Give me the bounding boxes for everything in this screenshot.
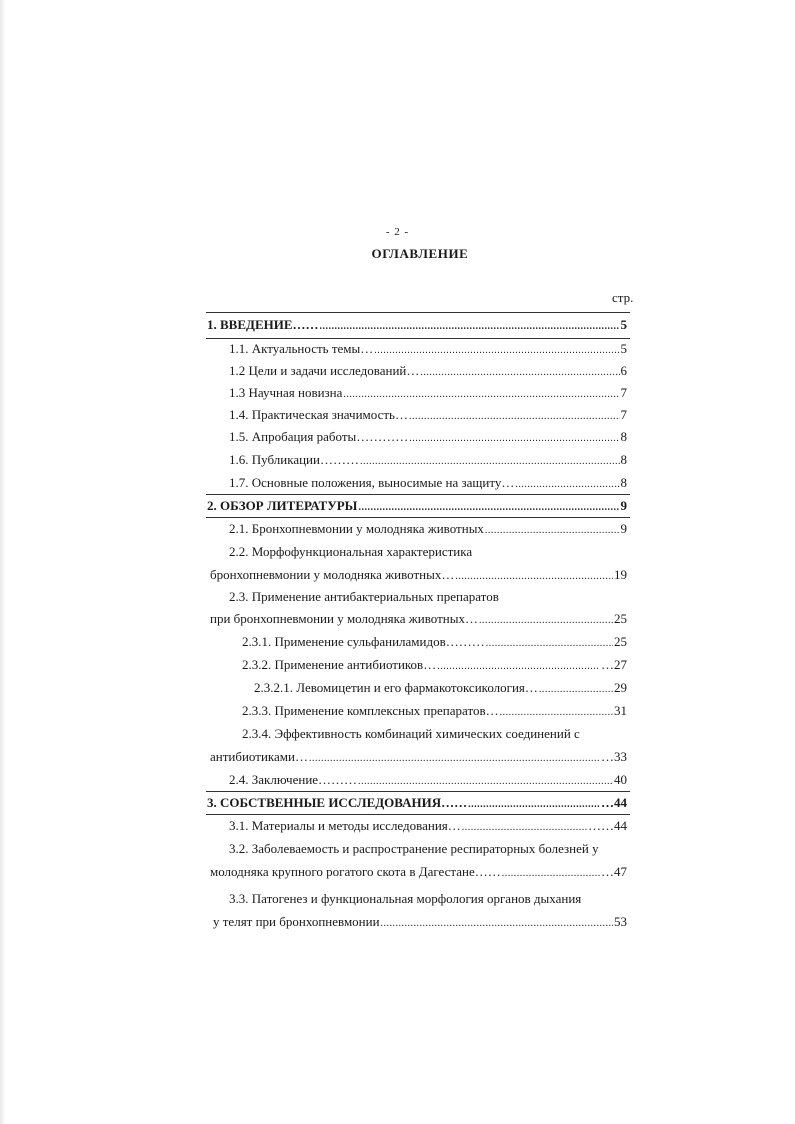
toc-entry-page: 8 xyxy=(620,429,627,444)
toc-entry[interactable] xyxy=(0,913,795,931)
toc-leader-dots xyxy=(358,499,619,517)
toc-entry-page: 8 xyxy=(620,475,627,490)
toc-entry[interactable] xyxy=(0,748,795,766)
toc-entry-label: бронхопневмонии у молодняка животных… xyxy=(210,567,455,582)
toc-entry-label: молодняка крупного рогатого скота в Дагестане…… xyxy=(210,864,501,879)
toc-entry[interactable] xyxy=(0,428,795,446)
toc-entry-label: 2.3. Применение антибактериальных препаратов xyxy=(229,589,499,604)
toc-leader-dots xyxy=(455,568,613,586)
toc-entry-label: 3.2. Заболеваемость и распространение респираторных болезней у xyxy=(229,841,599,856)
toc-leader-dots xyxy=(539,681,613,699)
toc-entry[interactable] xyxy=(0,520,795,538)
toc-entry-label: 3. СОБСТВЕННЫЕ ИССЛЕДОВАНИЯ…… xyxy=(207,795,468,810)
toc-entry-page: …27 xyxy=(601,657,627,672)
toc-entry[interactable] xyxy=(0,406,795,424)
toc-leader-dots xyxy=(486,635,613,653)
toc-entry[interactable] xyxy=(0,497,795,515)
toc-entry-label: у телят при бронхопневмонии xyxy=(213,914,380,929)
toc-entry-page: 8 xyxy=(620,452,627,467)
toc-leader-dots xyxy=(485,522,620,540)
toc-entry-label: 1.4. Практическая значимость… xyxy=(229,407,408,422)
toc-leader-dots xyxy=(309,750,600,768)
toc-entry-page: …44 xyxy=(601,795,627,810)
toc-leader-dots xyxy=(420,364,619,382)
toc-leader-dots xyxy=(437,658,600,676)
toc-entry[interactable] xyxy=(0,702,795,720)
page-column-label: стр. xyxy=(612,290,634,305)
toc-entry-label: 2.4. Заключение……… xyxy=(229,772,358,787)
toc-entry-page: 31 xyxy=(614,703,627,718)
toc-entry-page: 53 xyxy=(614,914,627,929)
toc-entry[interactable] xyxy=(0,817,795,835)
toc-entry-label: 1.7. Основные положения, выносимые на защиту… xyxy=(229,475,515,490)
toc-leader-dots xyxy=(320,318,620,336)
toc-entry-page: 9 xyxy=(620,498,627,513)
toc-entry[interactable] xyxy=(0,474,795,492)
toc-leader-dots xyxy=(358,773,613,791)
toc-entry-page: 5 xyxy=(620,341,627,356)
toc-entry-label: антибиотиками… xyxy=(210,749,308,764)
toc-entry-page: ……44 xyxy=(588,818,627,833)
toc-entry[interactable] xyxy=(0,316,795,334)
toc-entry-label: 3.1. Материалы и методы исследования… xyxy=(229,818,461,833)
toc-entry-page: 25 xyxy=(614,611,627,626)
toc-entry[interactable] xyxy=(0,362,795,380)
toc-entry-heading-line xyxy=(0,588,795,606)
toc-entry[interactable] xyxy=(0,679,795,697)
toc-entry-label: 2.3.2. Применение антибиотиков… xyxy=(242,657,437,672)
toc-leader-dots xyxy=(479,612,613,630)
toc-entry-label: 2.3.2.1. Левомицетин и его фармакотоксикология… xyxy=(254,680,538,695)
toc-title: ОГЛАВЛЕНИЕ xyxy=(371,246,469,261)
toc-entry-label: 1. ВВЕДЕНИЕ…… xyxy=(207,317,319,332)
toc-entry-page: 7 xyxy=(620,385,627,400)
toc-entry-page: 25 xyxy=(614,634,627,649)
toc-entry[interactable] xyxy=(0,863,795,881)
toc-entry-label: 1.6. Публикации……… xyxy=(229,452,359,467)
toc-entry-page: …33 xyxy=(601,749,627,764)
toc-entry-page: 29 xyxy=(614,680,627,695)
toc-entry[interactable] xyxy=(0,656,795,674)
toc-entry[interactable] xyxy=(0,340,795,358)
toc-leader-dots xyxy=(462,819,587,837)
toc-entry-page: 19 xyxy=(614,567,627,582)
toc-entry[interactable] xyxy=(0,633,795,651)
toc-entry-label: 2.3.1. Применение сульфаниламидов……… xyxy=(242,634,485,649)
toc-entry-heading-line xyxy=(0,543,795,561)
toc-entry[interactable] xyxy=(0,771,795,789)
toc-leader-dots xyxy=(360,453,620,471)
toc-entry[interactable] xyxy=(0,794,795,812)
toc-entry-label: 2.3.4. Эффективность комбинаций химических соединений с xyxy=(242,726,580,741)
toc-entry-label: 1.1. Актуальность темы… xyxy=(229,341,374,356)
toc-entry[interactable] xyxy=(0,566,795,584)
toc-entry-label: 1.5. Апробация работы………… xyxy=(229,429,409,444)
toc-entry[interactable] xyxy=(0,451,795,469)
toc-leader-dots xyxy=(381,915,613,933)
toc-entry-heading-line xyxy=(0,725,795,743)
toc-leader-dots xyxy=(502,865,600,883)
toc-entry-label: 2.2. Морфофункциональная характеристика xyxy=(229,544,473,559)
toc-entry-page: …47 xyxy=(601,864,627,879)
toc-leader-dots xyxy=(343,386,619,404)
toc-leader-dots xyxy=(409,408,620,426)
toc-entry-label: 2.3.3. Применение комплексных препаратов… xyxy=(242,703,499,718)
toc-leader-dots xyxy=(374,342,619,360)
toc-entry-page: 6 xyxy=(620,363,627,378)
toc-entry-page: 7 xyxy=(620,407,627,422)
toc-leader-dots xyxy=(500,704,613,722)
toc-leader-dots xyxy=(515,476,619,494)
toc-entry-label: 2.1. Бронхопневмонии у молодняка животных xyxy=(229,521,484,536)
toc-entry-page: 40 xyxy=(614,772,627,787)
toc-entry-label: 2. ОБЗОР ЛИТЕРАТУРЫ xyxy=(207,498,358,513)
toc-entry-label: 3.3. Патогенез и функциональная морфология органов дыхания xyxy=(229,891,582,906)
toc-leader-dots xyxy=(409,430,619,448)
page-number: - 2 - xyxy=(385,226,410,238)
toc-leader-dots xyxy=(468,796,600,814)
toc-entry-label: 1.3 Научная новизна xyxy=(229,385,343,400)
toc-entry-page: 9 xyxy=(620,521,627,536)
toc-entry-heading-line xyxy=(0,840,795,858)
toc-entry[interactable] xyxy=(0,384,795,402)
toc-entry-label: при бронхопневмонии у молодняка животных… xyxy=(210,611,478,626)
toc-entry-label: 1.2 Цели и задачи исследований… xyxy=(229,363,420,378)
toc-entry-heading-line xyxy=(0,890,795,908)
toc-entry-page: 5 xyxy=(620,317,627,332)
toc-entry[interactable] xyxy=(0,610,795,628)
